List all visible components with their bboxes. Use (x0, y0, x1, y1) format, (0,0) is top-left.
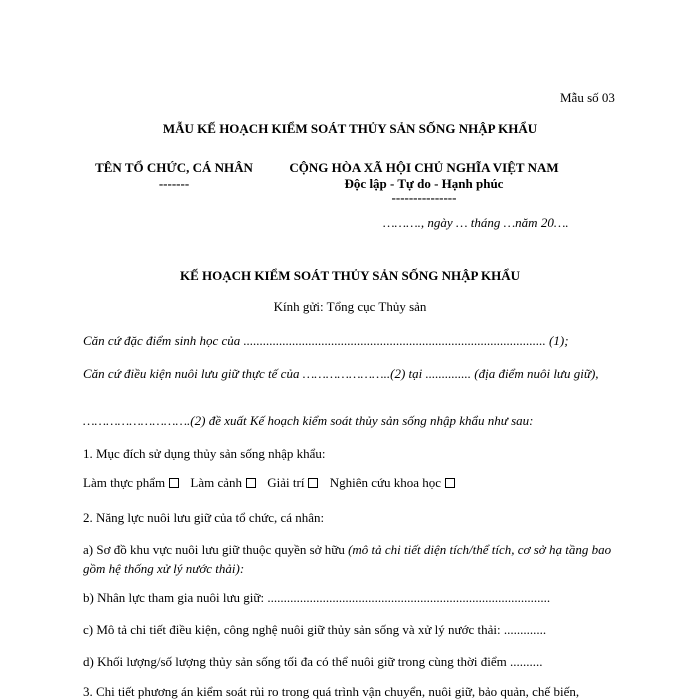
org-dashes: ------- (158, 176, 190, 191)
plan-title: KẾ HOẠCH KIỂM SOÁT THỦY SẢN SỐNG NHẬP KHẨU (180, 268, 520, 283)
section1-heading: 1. Mục đích sử dụng thủy sản sống nhập khẩu: (83, 446, 326, 461)
purpose-option-ornamental[interactable] (190, 475, 260, 491)
basis-line-3: ……………………….(2) đề xuất Kế hoạch kiểm soát thủy sản sống nhập khẩu như sau: (83, 413, 534, 428)
purpose-option-research[interactable] (330, 475, 459, 491)
section2-item-a (83, 540, 618, 578)
checkbox-icon[interactable] (169, 478, 179, 488)
purpose-option-label: Làm thực phẩm (83, 475, 166, 490)
purpose-options (83, 475, 463, 491)
purpose-option-label: Giải trí (267, 475, 305, 490)
purpose-option-label: Làm cảnh (190, 475, 243, 490)
basis-line-2: Căn cứ điều kiện nuôi lưu giữ thực tế của …………………..(2) tại .............. (địa điểm nuôi lưu giữ), (83, 366, 599, 381)
checkbox-icon[interactable] (246, 478, 256, 488)
basis-line-1: Căn cứ đặc điểm sinh học của ............................................................................................. (1); (83, 333, 569, 348)
section2-heading: 2. Năng lực nuôi lưu giữ của tổ chức, cá nhân: (83, 510, 325, 525)
purpose-option-label: Nghiên cứu khoa học (329, 475, 442, 490)
section2-item-a-text: a) Sơ đồ khu vực nuôi lưu giữ thuộc quyền sở hữu (83, 542, 349, 557)
checkbox-icon[interactable] (445, 478, 455, 488)
org-label: TÊN TỔ CHỨC, CÁ NHÂN (95, 160, 253, 175)
purpose-option-entertainment[interactable] (267, 475, 322, 491)
section3-heading: 3. Chi tiết phương án kiểm soát rủi ro trong quá trình vận chuyển, nuôi giữ, bảo quản, chế biến, (83, 684, 580, 699)
section2-item-d: d) Khối lượng/số lượng thủy sản sống tối đa có thể nuôi giữ trong cùng thời điểm .......... (83, 654, 543, 669)
national-title: CỘNG HÒA XÃ HỘI CHỦ NGHĨA VIỆT NAM (289, 160, 559, 175)
section2-item-a-note: (mô tả chi tiết diện tích/thể tích, cơ sở hạ tầng bao gồm hệ thống xử lý nước thải): (83, 542, 612, 576)
purpose-option-food[interactable] (83, 475, 183, 491)
section2-item-b: b) Nhân lực tham gia nuôi lưu giữ: ....................................................................................... (83, 590, 551, 605)
national-dashes: --------------- (391, 190, 457, 205)
national-motto: Độc lập - Tự do - Hạnh phúc (344, 176, 504, 191)
section2-item-c: c) Mô tả chi tiết điều kiện, công nghệ nuôi giữ thủy sản sống và xử lý nước thải: ............. (83, 622, 547, 637)
date-line: ………., ngày … tháng …năm 20…. (383, 215, 569, 230)
checkbox-icon[interactable] (308, 478, 318, 488)
main-title: MẪU KẾ HOẠCH KIỂM SOÁT THỦY SẢN SỐNG NHẬP KHẨU (162, 121, 538, 136)
form-number: Mẫu số 03 (560, 90, 615, 105)
recipient-line: Kính gửi: Tổng cục Thủy sản (273, 299, 427, 314)
